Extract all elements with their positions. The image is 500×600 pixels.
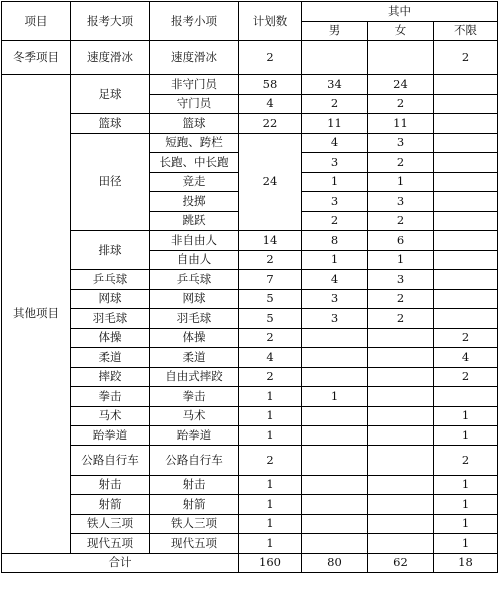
header-major: 报考大项 — [71, 2, 150, 41]
unlimited-cell: 1 — [434, 475, 498, 495]
female-cell: 2 — [368, 94, 434, 114]
planned-cell: 2 — [239, 367, 302, 387]
table-row — [2, 114, 498, 134]
unlimited-cell: 1 — [434, 514, 498, 534]
winter-planned: 2 — [239, 41, 302, 75]
planned-cell: 5 — [239, 289, 302, 309]
header-row — [2, 2, 498, 22]
female-cell: 6 — [368, 231, 434, 251]
planned-cell: 5 — [239, 309, 302, 329]
minor-cell: 非自由人 — [150, 231, 239, 251]
female-cell: 2 — [368, 309, 434, 329]
unlimited-cell — [434, 153, 498, 173]
total-row — [2, 553, 498, 573]
table-row — [2, 445, 498, 475]
male-cell: 34 — [302, 75, 368, 95]
planned-cell: 2 — [239, 445, 302, 475]
category-other: 其他项目 — [2, 75, 71, 554]
unlimited-cell — [434, 94, 498, 114]
planned-cell: 2 — [239, 250, 302, 270]
total-female: 62 — [368, 553, 434, 573]
planned-cell: 1 — [239, 475, 302, 495]
planned-cell: 1 — [239, 495, 302, 515]
minor-cell: 柔道 — [150, 348, 239, 368]
unlimited-cell — [434, 172, 498, 192]
male-cell — [302, 475, 368, 495]
unlimited-cell — [434, 133, 498, 153]
major-cell: 跆拳道 — [71, 426, 150, 446]
major-cell: 铁人三项 — [71, 514, 150, 534]
female-cell: 1 — [368, 250, 434, 270]
winter-unlimited: 2 — [434, 41, 498, 75]
planned-cell: 4 — [239, 94, 302, 114]
male-cell: 3 — [302, 192, 368, 212]
table-row — [2, 133, 498, 153]
male-cell: 1 — [302, 250, 368, 270]
male-cell — [302, 328, 368, 348]
table-row — [2, 270, 498, 290]
major-cell: 马术 — [71, 406, 150, 426]
table-row — [2, 367, 498, 387]
planned-cell: 1 — [239, 387, 302, 407]
major-cell: 羽毛球 — [71, 309, 150, 329]
minor-cell: 公路自行车 — [150, 445, 239, 475]
unlimited-cell — [434, 387, 498, 407]
unlimited-cell — [434, 192, 498, 212]
minor-cell: 非守门员 — [150, 75, 239, 95]
female-cell — [368, 514, 434, 534]
male-cell: 2 — [302, 211, 368, 231]
planned-cell: 7 — [239, 270, 302, 290]
female-cell — [368, 328, 434, 348]
minor-cell: 羽毛球 — [150, 309, 239, 329]
male-cell: 4 — [302, 133, 368, 153]
unlimited-cell: 2 — [434, 445, 498, 475]
major-cell: 公路自行车 — [71, 445, 150, 475]
table-body — [2, 2, 498, 573]
male-cell: 3 — [302, 153, 368, 173]
total-male: 80 — [302, 553, 368, 573]
unlimited-cell — [434, 250, 498, 270]
male-cell: 1 — [302, 387, 368, 407]
planned-cell: 1 — [239, 534, 302, 554]
major-cell: 现代五项 — [71, 534, 150, 554]
male-cell: 11 — [302, 114, 368, 134]
table-row — [2, 514, 498, 534]
major-cell: 体操 — [71, 328, 150, 348]
female-cell — [368, 495, 434, 515]
major-cell: 射击 — [71, 475, 150, 495]
female-cell — [368, 387, 434, 407]
unlimited-cell: 2 — [434, 328, 498, 348]
male-cell: 2 — [302, 94, 368, 114]
major-cell: 足球 — [71, 75, 150, 114]
female-cell: 1 — [368, 172, 434, 192]
winter-minor: 速度滑冰 — [150, 41, 239, 75]
major-cell: 排球 — [71, 231, 150, 270]
unlimited-cell: 2 — [434, 367, 498, 387]
winter-male — [302, 41, 368, 75]
planned-cell: 24 — [239, 133, 302, 231]
minor-cell: 乒乓球 — [150, 270, 239, 290]
minor-cell: 篮球 — [150, 114, 239, 134]
planned-cell: 22 — [239, 114, 302, 134]
female-cell: 3 — [368, 133, 434, 153]
female-cell — [368, 348, 434, 368]
unlimited-cell: 1 — [434, 406, 498, 426]
total-unlimited: 18 — [434, 553, 498, 573]
male-cell: 1 — [302, 172, 368, 192]
header-female: 女 — [368, 21, 434, 41]
female-cell: 24 — [368, 75, 434, 95]
table-row — [2, 534, 498, 554]
male-cell — [302, 495, 368, 515]
table-row — [2, 495, 498, 515]
table-row — [2, 75, 498, 95]
unlimited-cell: 1 — [434, 426, 498, 446]
male-cell — [302, 426, 368, 446]
planned-cell: 1 — [239, 406, 302, 426]
female-cell: 11 — [368, 114, 434, 134]
unlimited-cell — [434, 270, 498, 290]
category-winter: 冬季项目 — [2, 41, 71, 75]
minor-cell: 守门员 — [150, 94, 239, 114]
header-among: 其中 — [302, 2, 498, 22]
minor-cell: 拳击 — [150, 387, 239, 407]
table-row — [2, 309, 498, 329]
minor-cell: 竞走 — [150, 172, 239, 192]
planned-cell: 1 — [239, 514, 302, 534]
major-cell: 摔跤 — [71, 367, 150, 387]
female-cell: 2 — [368, 211, 434, 231]
minor-cell: 现代五项 — [150, 534, 239, 554]
minor-cell: 射箭 — [150, 495, 239, 515]
total-planned: 160 — [239, 553, 302, 573]
sports-quota-table — [1, 1, 498, 573]
planned-cell: 1 — [239, 426, 302, 446]
table-row — [2, 387, 498, 407]
male-cell — [302, 367, 368, 387]
male-cell — [302, 534, 368, 554]
planned-cell: 2 — [239, 328, 302, 348]
header-planned: 计划数 — [239, 2, 302, 41]
male-cell — [302, 348, 368, 368]
minor-cell: 跳跃 — [150, 211, 239, 231]
female-cell: 3 — [368, 270, 434, 290]
unlimited-cell — [434, 114, 498, 134]
total-label: 合计 — [2, 553, 239, 573]
winter-row — [2, 41, 498, 75]
table-row — [2, 426, 498, 446]
female-cell — [368, 445, 434, 475]
winter-female — [368, 41, 434, 75]
table-row — [2, 348, 498, 368]
major-cell: 射箭 — [71, 495, 150, 515]
male-cell — [302, 514, 368, 534]
male-cell: 3 — [302, 289, 368, 309]
table-row — [2, 328, 498, 348]
female-cell: 2 — [368, 153, 434, 173]
minor-cell: 跆拳道 — [150, 426, 239, 446]
planned-cell: 14 — [239, 231, 302, 251]
male-cell: 4 — [302, 270, 368, 290]
unlimited-cell — [434, 231, 498, 251]
header-minor: 报考小项 — [150, 2, 239, 41]
female-cell — [368, 367, 434, 387]
major-cell: 拳击 — [71, 387, 150, 407]
table-row — [2, 289, 498, 309]
female-cell — [368, 534, 434, 554]
female-cell: 3 — [368, 192, 434, 212]
minor-cell: 自由人 — [150, 250, 239, 270]
unlimited-cell: 1 — [434, 534, 498, 554]
unlimited-cell — [434, 75, 498, 95]
female-cell — [368, 475, 434, 495]
male-cell — [302, 406, 368, 426]
winter-major: 速度滑冰 — [71, 41, 150, 75]
header-unlimited: 不限 — [434, 21, 498, 41]
unlimited-cell — [434, 289, 498, 309]
table-row — [2, 475, 498, 495]
male-cell — [302, 445, 368, 475]
header-project: 项目 — [2, 2, 71, 41]
major-cell: 篮球 — [71, 114, 150, 134]
unlimited-cell — [434, 309, 498, 329]
planned-cell: 4 — [239, 348, 302, 368]
minor-cell: 铁人三项 — [150, 514, 239, 534]
minor-cell: 投掷 — [150, 192, 239, 212]
unlimited-cell: 4 — [434, 348, 498, 368]
header-male: 男 — [302, 21, 368, 41]
male-cell: 3 — [302, 309, 368, 329]
unlimited-cell: 1 — [434, 495, 498, 515]
unlimited-cell — [434, 211, 498, 231]
minor-cell: 马术 — [150, 406, 239, 426]
table-row — [2, 231, 498, 251]
major-cell: 乒乓球 — [71, 270, 150, 290]
minor-cell: 体操 — [150, 328, 239, 348]
minor-cell: 射击 — [150, 475, 239, 495]
minor-cell: 网球 — [150, 289, 239, 309]
planned-cell: 58 — [239, 75, 302, 95]
major-cell: 网球 — [71, 289, 150, 309]
female-cell: 2 — [368, 289, 434, 309]
minor-cell: 长跑、中长跑 — [150, 153, 239, 173]
table-row — [2, 406, 498, 426]
major-cell: 田径 — [71, 133, 150, 231]
male-cell: 8 — [302, 231, 368, 251]
minor-cell: 短跑、跨栏 — [150, 133, 239, 153]
minor-cell: 自由式摔跤 — [150, 367, 239, 387]
female-cell — [368, 406, 434, 426]
major-cell: 柔道 — [71, 348, 150, 368]
female-cell — [368, 426, 434, 446]
